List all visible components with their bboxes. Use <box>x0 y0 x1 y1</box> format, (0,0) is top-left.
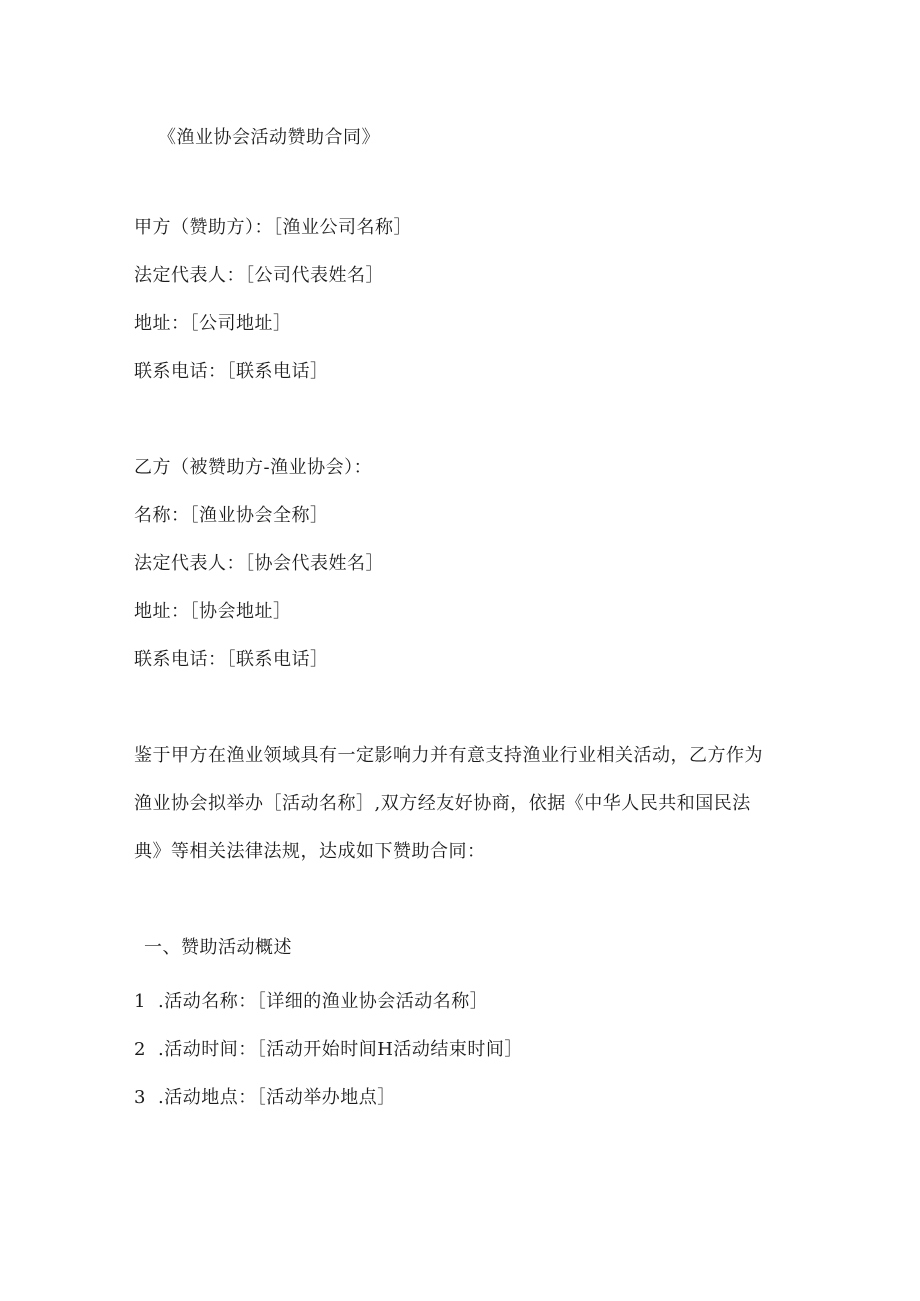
list-item-number: 1 <box>134 991 146 1012</box>
list-item-number: 2 <box>134 1039 146 1060</box>
preamble-line-2: 渔业协会拟举办［活动名称］,双方经友好协商，依据《中华人民共和国民法 <box>134 793 751 814</box>
list-item-text: .活动名称：［详细的渔业协会活动名称］ <box>158 991 489 1012</box>
party-b-name: 名称：［渔业协会全称］ <box>134 505 329 526</box>
document-title: 《渔业协会活动赞助合同》 <box>158 127 380 148</box>
list-item <box>134 1086 396 1110</box>
party-b-phone: 联系电话：［联系电话］ <box>134 649 329 670</box>
preamble-line-3: 典》等相关法律法规，达成如下赞助合同： <box>134 841 486 862</box>
list-item-number: 3 <box>134 1087 146 1108</box>
party-a-heading: 甲方（赞助方）：［渔业公司名称］ <box>134 217 412 238</box>
party-b-representative: 法定代表人：［协会代表姓名］ <box>134 553 384 574</box>
list-item <box>134 990 488 1014</box>
list-item-text: .活动地点：［活动举办地点］ <box>158 1087 396 1108</box>
party-a-phone: 联系电话：［联系电话］ <box>134 361 329 382</box>
list-item-text: .活动时间：［活动开始时间H活动结束时间］ <box>158 1039 523 1060</box>
preamble-line-1: 鉴于甲方在渔业领域具有一定影响力并有意支持渔业行业相关活动，乙方作为 <box>134 745 763 766</box>
list-item <box>134 1038 523 1062</box>
section-1-heading: 一、赞助活动概述 <box>144 937 292 958</box>
party-a-representative: 法定代表人：［公司代表姓名］ <box>134 265 384 286</box>
party-a-address: 地址：［公司地址］ <box>134 313 292 334</box>
party-b-heading: 乙方（被赞助方-渔业协会）： <box>134 457 373 478</box>
party-b-address: 地址：［协会地址］ <box>134 601 292 622</box>
